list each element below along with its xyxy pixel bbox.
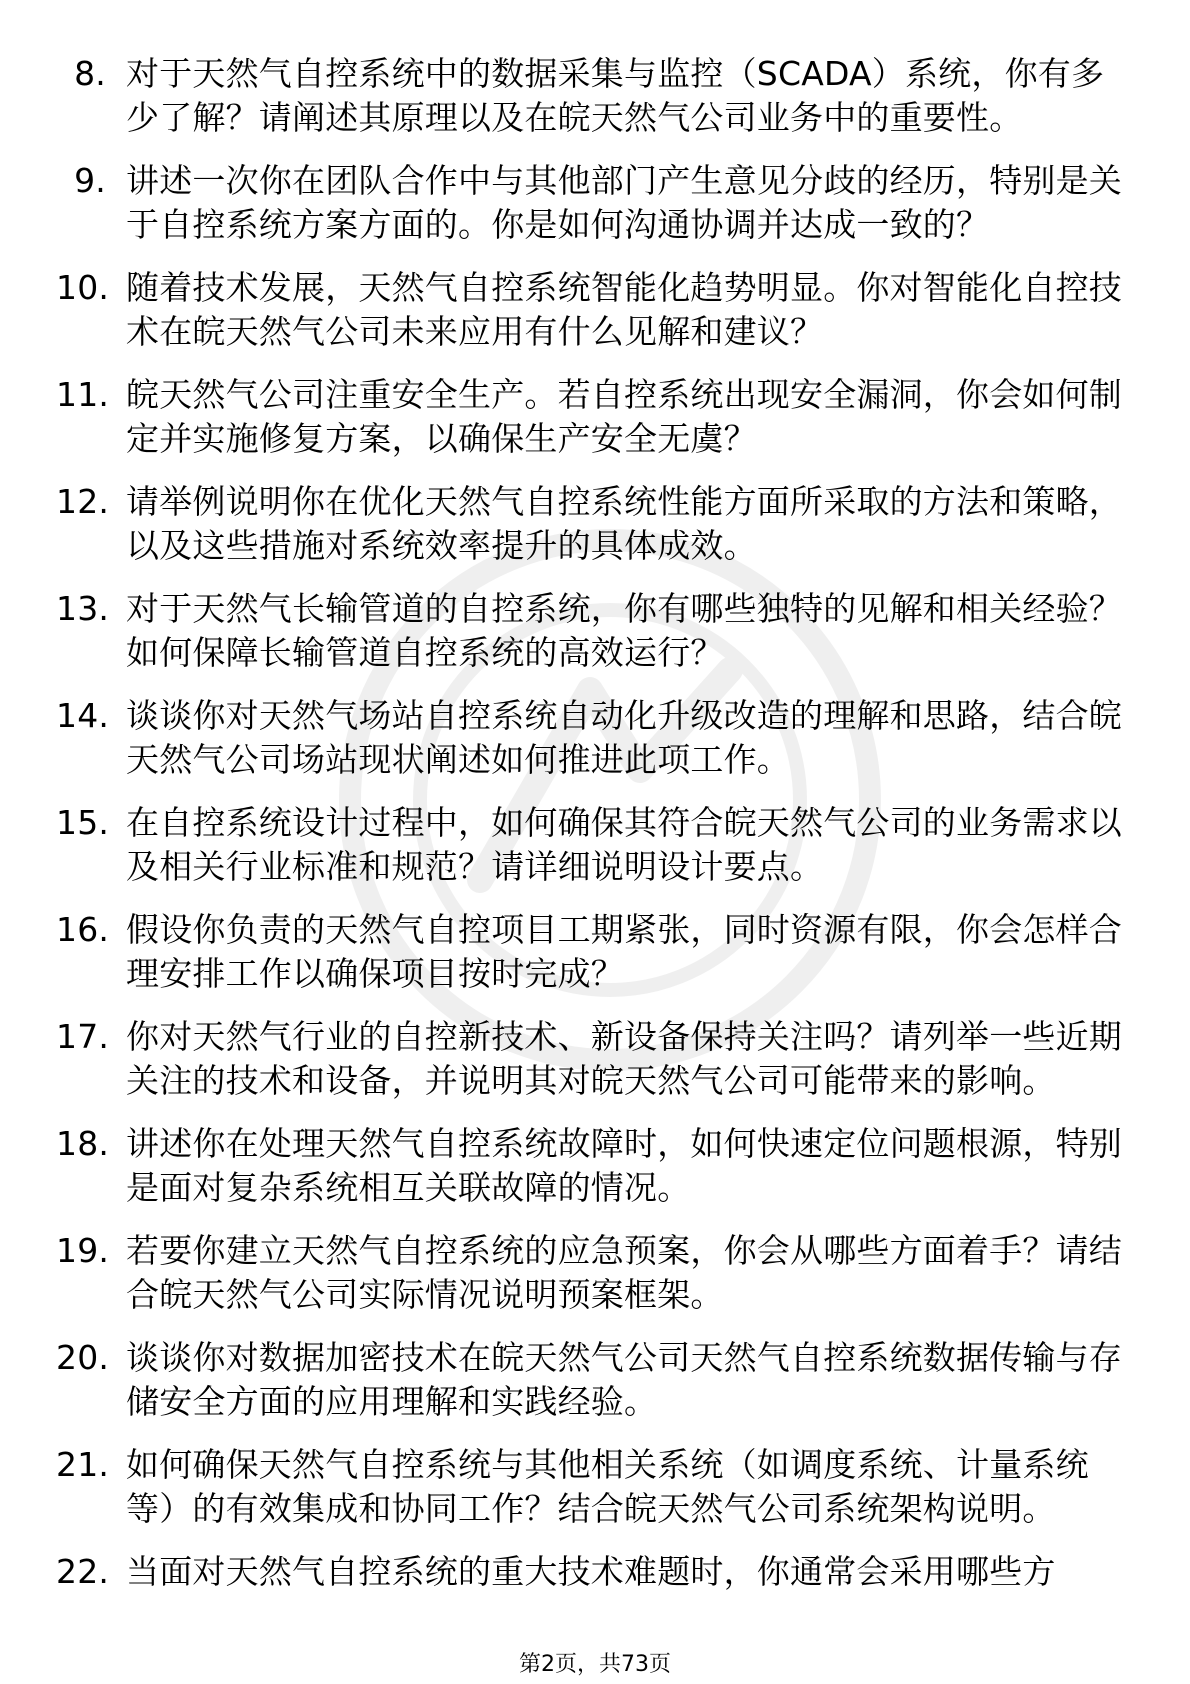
question-number: 10. [56,268,110,307]
question-item [56,480,1126,568]
question-item [56,159,1126,247]
question-number: 14. [56,696,110,735]
page-number-footer: 第2页，共73页 [519,1652,671,1677]
question-item [56,1122,1126,1210]
question-number: 16. [56,910,110,949]
question-list [56,52,1126,1613]
question-item [56,1443,1126,1531]
question-text: 对于天然气长输管道的自控系统，你有哪些独特的见解和相关经验？如何保障长输管道自控系统的高效运行？ [126,589,1122,672]
question-number: 8. [74,54,106,93]
question-item [56,1550,1126,1594]
question-text: 若要你建立天然气自控系统的应急预案，你会从哪些方面着手？请结合皖天然气公司实际情况说明预案框架。 [126,1231,1122,1314]
question-text: 谈谈你对数据加密技术在皖天然气公司天然气自控系统数据传输与存储安全方面的应用理解和实践经验。 [126,1338,1122,1421]
question-item [56,587,1126,675]
question-text: 讲述一次你在团队合作中与其他部门产生意见分歧的经历，特别是关于自控系统方案方面的。你是如何沟通协调并达成一致的？ [126,161,1122,244]
question-item [56,694,1126,782]
question-number: 9. [74,161,106,200]
question-text: 在自控系统设计过程中，如何确保其符合皖天然气公司的业务需求以及相关行业标准和规范？请详细说明设计要点。 [126,803,1122,886]
question-number: 22. [56,1552,110,1591]
question-text: 讲述你在处理天然气自控系统故障时，如何快速定位问题根源，特别是面对复杂系统相互关联故障的情况。 [126,1124,1122,1207]
question-number: 19. [56,1231,110,1270]
question-number: 15. [56,803,110,842]
question-text: 随着技术发展，天然气自控系统智能化趋势明显。你对智能化自控技术在皖天然气公司未来应用有什么见解和建议？ [126,268,1122,351]
question-item [56,1015,1126,1103]
question-text: 谈谈你对天然气场站自控系统自动化升级改造的理解和思路，结合皖天然气公司场站现状阐述如何推进此项工作。 [126,696,1122,779]
question-number: 21. [56,1445,110,1484]
question-text: 如何确保天然气自控系统与其他相关系统（如调度系统、计量系统等）的有效集成和协同工作？结合皖天然气公司系统架构说明。 [126,1445,1089,1528]
question-text: 皖天然气公司注重安全生产。若自控系统出现安全漏洞，你会如何制定并实施修复方案，以确保生产安全无虞？ [126,375,1122,458]
question-item [56,1229,1126,1317]
question-text: 你对天然气行业的自控新技术、新设备保持关注吗？请列举一些近期关注的技术和设备，并说明其对皖天然气公司可能带来的影响。 [126,1017,1122,1100]
question-number: 17. [56,1017,110,1056]
question-number: 11. [56,375,110,414]
question-item [56,373,1126,461]
question-number: 13. [56,589,110,628]
question-text: 假设你负责的天然气自控项目工期紧张，同时资源有限，你会怎样合理安排工作以确保项目按时完成？ [126,910,1122,993]
question-text: 请举例说明你在优化天然气自控系统性能方面所采取的方法和策略，以及这些措施对系统效率提升的具体成效。 [126,482,1122,565]
question-item [56,801,1126,889]
question-text: 对于天然气自控系统中的数据采集与监控（SCADA）系统，你有多少了解？请阐述其原理以及在皖天然气公司业务中的重要性。 [126,54,1105,137]
question-item [56,52,1126,140]
question-number: 20. [56,1338,110,1377]
question-number: 18. [56,1124,110,1163]
question-item [56,908,1126,996]
question-item [56,1336,1126,1424]
question-number: 12. [56,482,110,521]
question-text: 当面对天然气自控系统的重大技术难题时，你通常会采用哪些方 [126,1552,1056,1591]
question-item [56,266,1126,354]
